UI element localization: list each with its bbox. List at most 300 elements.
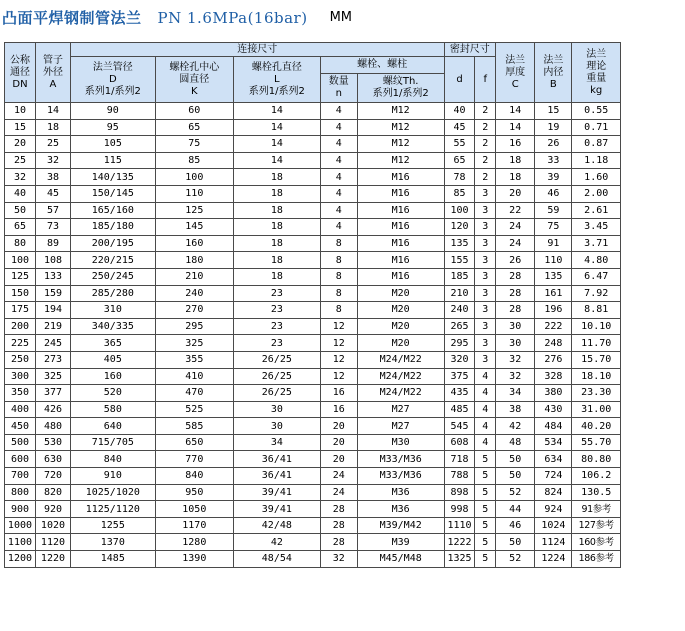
cell-dn: 10 <box>5 103 36 120</box>
cell-dn: 1000 <box>5 517 36 534</box>
cell-bolt-count: 4 <box>320 103 357 120</box>
cell-seal-d: 100 <box>444 202 475 219</box>
flange-table <box>4 42 621 568</box>
cell-inner-diameter: 15 <box>535 103 572 120</box>
cell-bolt-hole: 18 <box>234 202 321 219</box>
cell-bolt-circle: 1170 <box>155 517 233 534</box>
cell-pipe-od: 245 <box>35 335 70 352</box>
cell-weight: 15.70 <box>572 351 621 368</box>
cell-thread: M16 <box>357 268 444 285</box>
cell-dn: 350 <box>5 385 36 402</box>
cell-pipe-od: 159 <box>35 285 70 302</box>
cell-bolt-count: 28 <box>320 501 357 518</box>
cell-thread: M30 <box>357 434 444 451</box>
cell-thread: M12 <box>357 103 444 120</box>
cell-bolt-hole: 42 <box>234 534 321 551</box>
table-row <box>5 468 621 485</box>
cell-pipe-od: 1020 <box>35 517 70 534</box>
cell-weight: 18.10 <box>572 368 621 385</box>
cell-weight: 91参考 <box>572 501 621 518</box>
cell-seal-d: 1222 <box>444 534 475 551</box>
cell-thickness: 44 <box>496 501 535 518</box>
cell-seal-f: 3 <box>475 285 496 302</box>
cell-pipe-od: 73 <box>35 219 70 236</box>
cell-dn: 32 <box>5 169 36 186</box>
cell-seal-d: 898 <box>444 484 475 501</box>
cell-bolt-count: 4 <box>320 219 357 236</box>
cell-weight: 130.5 <box>572 484 621 501</box>
cell-seal-f: 5 <box>475 501 496 518</box>
cell-thickness: 48 <box>496 434 535 451</box>
header-flange-od: 法兰管径 D 系列1/系列2 <box>71 57 156 103</box>
cell-dn: 400 <box>5 401 36 418</box>
cell-seal-d: 998 <box>444 501 475 518</box>
cell-flange-od: 285/280 <box>71 285 156 302</box>
cell-weight: 1.60 <box>572 169 621 186</box>
cell-bolt-count: 12 <box>320 368 357 385</box>
header-thread: 螺纹Th. 系列1/系列2 <box>357 74 444 103</box>
cell-bolt-hole: 23 <box>234 335 321 352</box>
cell-seal-f: 3 <box>475 202 496 219</box>
cell-bolt-hole: 18 <box>234 219 321 236</box>
cell-pipe-od: 25 <box>35 136 70 153</box>
cell-seal-d: 295 <box>444 335 475 352</box>
cell-inner-diameter: 75 <box>535 219 572 236</box>
cell-seal-d: 265 <box>444 318 475 335</box>
cell-thickness: 32 <box>496 351 535 368</box>
cell-seal-d: 545 <box>444 418 475 435</box>
cell-dn: 50 <box>5 202 36 219</box>
cell-pipe-od: 18 <box>35 119 70 136</box>
cell-thread: M16 <box>357 235 444 252</box>
cell-pipe-od: 133 <box>35 268 70 285</box>
cell-dn: 500 <box>5 434 36 451</box>
cell-bolt-count: 20 <box>320 451 357 468</box>
cell-flange-od: 250/245 <box>71 268 156 285</box>
cell-dn: 175 <box>5 302 36 319</box>
cell-pipe-od: 89 <box>35 235 70 252</box>
header-bolt-circle: 螺栓孔中心 圆直径 K <box>155 57 233 103</box>
table-row <box>5 185 621 202</box>
cell-bolt-circle: 65 <box>155 119 233 136</box>
cell-bolt-circle: 100 <box>155 169 233 186</box>
cell-flange-od: 200/195 <box>71 235 156 252</box>
cell-bolt-circle: 1390 <box>155 551 233 568</box>
cell-bolt-count: 4 <box>320 119 357 136</box>
cell-pipe-od: 377 <box>35 385 70 402</box>
cell-flange-od: 520 <box>71 385 156 402</box>
cell-dn: 800 <box>5 484 36 501</box>
cell-bolt-circle: 180 <box>155 252 233 269</box>
cell-bolt-count: 4 <box>320 152 357 169</box>
cell-flange-od: 640 <box>71 418 156 435</box>
cell-thickness: 28 <box>496 302 535 319</box>
cell-seal-d: 435 <box>444 385 475 402</box>
cell-weight: 80.80 <box>572 451 621 468</box>
table-row <box>5 152 621 169</box>
cell-seal-d: 78 <box>444 169 475 186</box>
cell-dn: 1100 <box>5 534 36 551</box>
cell-weight: 4.80 <box>572 252 621 269</box>
cell-thickness: 38 <box>496 401 535 418</box>
table-row <box>5 501 621 518</box>
cell-flange-od: 715/705 <box>71 434 156 451</box>
cell-bolt-count: 8 <box>320 235 357 252</box>
cell-thread: M24/M22 <box>357 368 444 385</box>
cell-weight: 106.2 <box>572 468 621 485</box>
cell-seal-f: 3 <box>475 318 496 335</box>
header-inner-diameter: 法兰 内径 B <box>535 43 572 103</box>
cell-thread: M39 <box>357 534 444 551</box>
cell-inner-diameter: 328 <box>535 368 572 385</box>
cell-bolt-circle: 650 <box>155 434 233 451</box>
cell-thread: M20 <box>357 302 444 319</box>
cell-bolt-count: 16 <box>320 385 357 402</box>
cell-bolt-hole: 30 <box>234 418 321 435</box>
cell-bolt-hole: 36/41 <box>234 451 321 468</box>
cell-thread: M36 <box>357 501 444 518</box>
cell-inner-diameter: 33 <box>535 152 572 169</box>
header-connection: 连接尺寸 <box>71 43 445 57</box>
cell-pipe-od: 1220 <box>35 551 70 568</box>
cell-seal-f: 2 <box>475 119 496 136</box>
cell-flange-od: 580 <box>71 401 156 418</box>
cell-inner-diameter: 724 <box>535 468 572 485</box>
cell-bolt-hole: 26/25 <box>234 351 321 368</box>
cell-seal-d: 375 <box>444 368 475 385</box>
cell-dn: 1200 <box>5 551 36 568</box>
cell-dn: 300 <box>5 368 36 385</box>
cell-weight: 127参考 <box>572 517 621 534</box>
cell-inner-diameter: 1024 <box>535 517 572 534</box>
table-row <box>5 451 621 468</box>
cell-thread: M33/M36 <box>357 451 444 468</box>
cell-seal-d: 485 <box>444 401 475 418</box>
cell-pipe-od: 108 <box>35 252 70 269</box>
cell-thread: M33/M36 <box>357 468 444 485</box>
cell-inner-diameter: 824 <box>535 484 572 501</box>
cell-thread: M39/M42 <box>357 517 444 534</box>
cell-dn: 250 <box>5 351 36 368</box>
cell-pipe-od: 720 <box>35 468 70 485</box>
cell-seal-d: 65 <box>444 152 475 169</box>
cell-seal-f: 2 <box>475 136 496 153</box>
cell-bolt-count: 12 <box>320 318 357 335</box>
cell-thickness: 30 <box>496 318 535 335</box>
cell-bolt-count: 28 <box>320 517 357 534</box>
cell-weight: 7.92 <box>572 285 621 302</box>
cell-pipe-od: 630 <box>35 451 70 468</box>
cell-seal-f: 3 <box>475 268 496 285</box>
cell-weight: 2.00 <box>572 185 621 202</box>
cell-bolt-hole: 23 <box>234 302 321 319</box>
cell-inner-diameter: 196 <box>535 302 572 319</box>
cell-bolt-count: 4 <box>320 185 357 202</box>
title-pressure: PN 1.6MPa(16bar) <box>157 8 308 27</box>
cell-bolt-circle: 125 <box>155 202 233 219</box>
cell-bolt-hole: 39/41 <box>234 484 321 501</box>
cell-inner-diameter: 534 <box>535 434 572 451</box>
cell-seal-f: 3 <box>475 219 496 236</box>
cell-seal-d: 85 <box>444 185 475 202</box>
cell-thread: M24/M22 <box>357 351 444 368</box>
cell-bolt-hole: 39/41 <box>234 501 321 518</box>
cell-flange-od: 1485 <box>71 551 156 568</box>
cell-thickness: 24 <box>496 235 535 252</box>
cell-flange-od: 165/160 <box>71 202 156 219</box>
cell-weight: 23.30 <box>572 385 621 402</box>
header-seal-f: f <box>475 57 496 103</box>
cell-bolt-hole: 14 <box>234 136 321 153</box>
header-bolts: 螺栓、螺柱 <box>320 57 444 74</box>
cell-seal-f: 4 <box>475 434 496 451</box>
cell-thickness: 50 <box>496 534 535 551</box>
cell-inner-diameter: 924 <box>535 501 572 518</box>
table-row <box>5 401 621 418</box>
cell-flange-od: 340/335 <box>71 318 156 335</box>
cell-inner-diameter: 430 <box>535 401 572 418</box>
cell-flange-od: 310 <box>71 302 156 319</box>
cell-flange-od: 90 <box>71 103 156 120</box>
cell-thickness: 50 <box>496 468 535 485</box>
cell-inner-diameter: 59 <box>535 202 572 219</box>
cell-dn: 100 <box>5 252 36 269</box>
cell-weight: 0.55 <box>572 103 621 120</box>
cell-bolt-circle: 950 <box>155 484 233 501</box>
cell-flange-od: 405 <box>71 351 156 368</box>
cell-bolt-hole: 18 <box>234 185 321 202</box>
cell-weight: 1.18 <box>572 152 621 169</box>
cell-thickness: 32 <box>496 368 535 385</box>
cell-inner-diameter: 222 <box>535 318 572 335</box>
cell-flange-od: 95 <box>71 119 156 136</box>
cell-thread: M27 <box>357 401 444 418</box>
cell-pipe-od: 530 <box>35 434 70 451</box>
cell-inner-diameter: 161 <box>535 285 572 302</box>
cell-weight: 6.47 <box>572 268 621 285</box>
cell-thickness: 26 <box>496 252 535 269</box>
cell-dn: 65 <box>5 219 36 236</box>
cell-inner-diameter: 380 <box>535 385 572 402</box>
cell-seal-f: 5 <box>475 534 496 551</box>
cell-bolt-circle: 840 <box>155 468 233 485</box>
cell-bolt-count: 4 <box>320 169 357 186</box>
cell-thread: M27 <box>357 418 444 435</box>
cell-inner-diameter: 484 <box>535 418 572 435</box>
cell-bolt-circle: 585 <box>155 418 233 435</box>
cell-bolt-circle: 75 <box>155 136 233 153</box>
cell-inner-diameter: 1224 <box>535 551 572 568</box>
unit-label: MM <box>329 9 353 25</box>
cell-thickness: 52 <box>496 484 535 501</box>
table-row <box>5 202 621 219</box>
cell-flange-od: 105 <box>71 136 156 153</box>
cell-flange-od: 910 <box>71 468 156 485</box>
cell-weight: 3.71 <box>572 235 621 252</box>
table-row <box>5 534 621 551</box>
cell-bolt-circle: 210 <box>155 268 233 285</box>
cell-seal-d: 1325 <box>444 551 475 568</box>
cell-seal-d: 40 <box>444 103 475 120</box>
cell-bolt-count: 4 <box>320 202 357 219</box>
cell-bolt-circle: 295 <box>155 318 233 335</box>
cell-seal-f: 4 <box>475 385 496 402</box>
cell-seal-f: 3 <box>475 252 496 269</box>
cell-thickness: 18 <box>496 169 535 186</box>
cell-flange-od: 1370 <box>71 534 156 551</box>
cell-thread: M20 <box>357 318 444 335</box>
cell-bolt-hole: 42/48 <box>234 517 321 534</box>
cell-thickness: 18 <box>496 152 535 169</box>
cell-pipe-od: 219 <box>35 318 70 335</box>
cell-seal-d: 1110 <box>444 517 475 534</box>
cell-thickness: 14 <box>496 103 535 120</box>
cell-bolt-count: 12 <box>320 351 357 368</box>
cell-seal-f: 5 <box>475 517 496 534</box>
cell-thread: M24/M22 <box>357 385 444 402</box>
cell-pipe-od: 38 <box>35 169 70 186</box>
table-row <box>5 119 621 136</box>
cell-bolt-count: 28 <box>320 534 357 551</box>
cell-bolt-hole: 18 <box>234 169 321 186</box>
table-row <box>5 551 621 568</box>
table-row <box>5 368 621 385</box>
cell-seal-f: 3 <box>475 302 496 319</box>
cell-bolt-count: 24 <box>320 468 357 485</box>
cell-weight: 2.61 <box>572 202 621 219</box>
cell-flange-od: 220/215 <box>71 252 156 269</box>
cell-thickness: 42 <box>496 418 535 435</box>
table-row <box>5 335 621 352</box>
cell-dn: 40 <box>5 185 36 202</box>
cell-bolt-circle: 270 <box>155 302 233 319</box>
cell-thread: M16 <box>357 252 444 269</box>
cell-seal-d: 155 <box>444 252 475 269</box>
cell-bolt-hole: 23 <box>234 285 321 302</box>
table-row <box>5 136 621 153</box>
cell-pipe-od: 45 <box>35 185 70 202</box>
cell-seal-d: 608 <box>444 434 475 451</box>
cell-seal-f: 5 <box>475 468 496 485</box>
cell-bolt-circle: 525 <box>155 401 233 418</box>
cell-bolt-hole: 26/25 <box>234 385 321 402</box>
cell-seal-d: 240 <box>444 302 475 319</box>
cell-inner-diameter: 46 <box>535 185 572 202</box>
cell-seal-f: 5 <box>475 484 496 501</box>
cell-bolt-circle: 1280 <box>155 534 233 551</box>
cell-flange-od: 160 <box>71 368 156 385</box>
cell-inner-diameter: 135 <box>535 268 572 285</box>
cell-pipe-od: 32 <box>35 152 70 169</box>
cell-dn: 80 <box>5 235 36 252</box>
cell-weight: 0.87 <box>572 136 621 153</box>
cell-seal-d: 718 <box>444 451 475 468</box>
cell-thickness: 14 <box>496 119 535 136</box>
cell-bolt-hole: 14 <box>234 119 321 136</box>
cell-pipe-od: 194 <box>35 302 70 319</box>
cell-seal-f: 4 <box>475 418 496 435</box>
table-row <box>5 219 621 236</box>
cell-thickness: 20 <box>496 185 535 202</box>
cell-bolt-count: 32 <box>320 551 357 568</box>
cell-bolt-hole: 18 <box>234 268 321 285</box>
header-bolt-hole: 螺栓孔直径 L 系列1/系列2 <box>234 57 321 103</box>
cell-weight: 31.00 <box>572 401 621 418</box>
cell-flange-od: 1025/1020 <box>71 484 156 501</box>
table-row <box>5 252 621 269</box>
cell-seal-f: 4 <box>475 368 496 385</box>
cell-thickness: 34 <box>496 385 535 402</box>
cell-dn: 25 <box>5 152 36 169</box>
cell-thickness: 28 <box>496 285 535 302</box>
cell-pipe-od: 480 <box>35 418 70 435</box>
cell-inner-diameter: 634 <box>535 451 572 468</box>
cell-thread: M16 <box>357 185 444 202</box>
cell-dn: 15 <box>5 119 36 136</box>
cell-flange-od: 185/180 <box>71 219 156 236</box>
cell-bolt-circle: 145 <box>155 219 233 236</box>
cell-seal-d: 120 <box>444 219 475 236</box>
cell-bolt-hole: 14 <box>234 103 321 120</box>
header-seal: 密封尺寸 <box>444 43 496 57</box>
cell-pipe-od: 820 <box>35 484 70 501</box>
cell-bolt-hole: 23 <box>234 318 321 335</box>
cell-thickness: 16 <box>496 136 535 153</box>
cell-thread: M45/M48 <box>357 551 444 568</box>
cell-flange-od: 840 <box>71 451 156 468</box>
title-main: 凸面平焊钢制管法兰 <box>2 8 142 27</box>
cell-thread: M36 <box>357 484 444 501</box>
cell-flange-od: 1125/1120 <box>71 501 156 518</box>
cell-weight: 160参考 <box>572 534 621 551</box>
cell-bolt-count: 16 <box>320 401 357 418</box>
cell-weight: 0.71 <box>572 119 621 136</box>
cell-thickness: 28 <box>496 268 535 285</box>
cell-bolt-circle: 240 <box>155 285 233 302</box>
cell-bolt-hole: 36/41 <box>234 468 321 485</box>
table-row <box>5 517 621 534</box>
table-row <box>5 268 621 285</box>
cell-seal-d: 55 <box>444 136 475 153</box>
cell-flange-od: 140/135 <box>71 169 156 186</box>
cell-weight: 55.70 <box>572 434 621 451</box>
cell-bolt-count: 8 <box>320 252 357 269</box>
cell-bolt-count: 24 <box>320 484 357 501</box>
cell-bolt-count: 4 <box>320 136 357 153</box>
cell-thickness: 50 <box>496 451 535 468</box>
cell-bolt-hole: 48/54 <box>234 551 321 568</box>
cell-thickness: 46 <box>496 517 535 534</box>
cell-bolt-hole: 30 <box>234 401 321 418</box>
cell-pipe-od: 920 <box>35 501 70 518</box>
cell-bolt-hole: 14 <box>234 152 321 169</box>
table-row <box>5 302 621 319</box>
cell-bolt-count: 8 <box>320 268 357 285</box>
cell-inner-diameter: 39 <box>535 169 572 186</box>
cell-flange-od: 150/145 <box>71 185 156 202</box>
cell-thread: M20 <box>357 285 444 302</box>
cell-dn: 450 <box>5 418 36 435</box>
cell-inner-diameter: 110 <box>535 252 572 269</box>
cell-seal-f: 5 <box>475 551 496 568</box>
table-row <box>5 418 621 435</box>
cell-thread: M16 <box>357 202 444 219</box>
table-row <box>5 385 621 402</box>
cell-seal-d: 135 <box>444 235 475 252</box>
header-pipe-od: 管子 外径 A <box>35 43 70 103</box>
page-title <box>2 7 308 28</box>
cell-flange-od: 1255 <box>71 517 156 534</box>
